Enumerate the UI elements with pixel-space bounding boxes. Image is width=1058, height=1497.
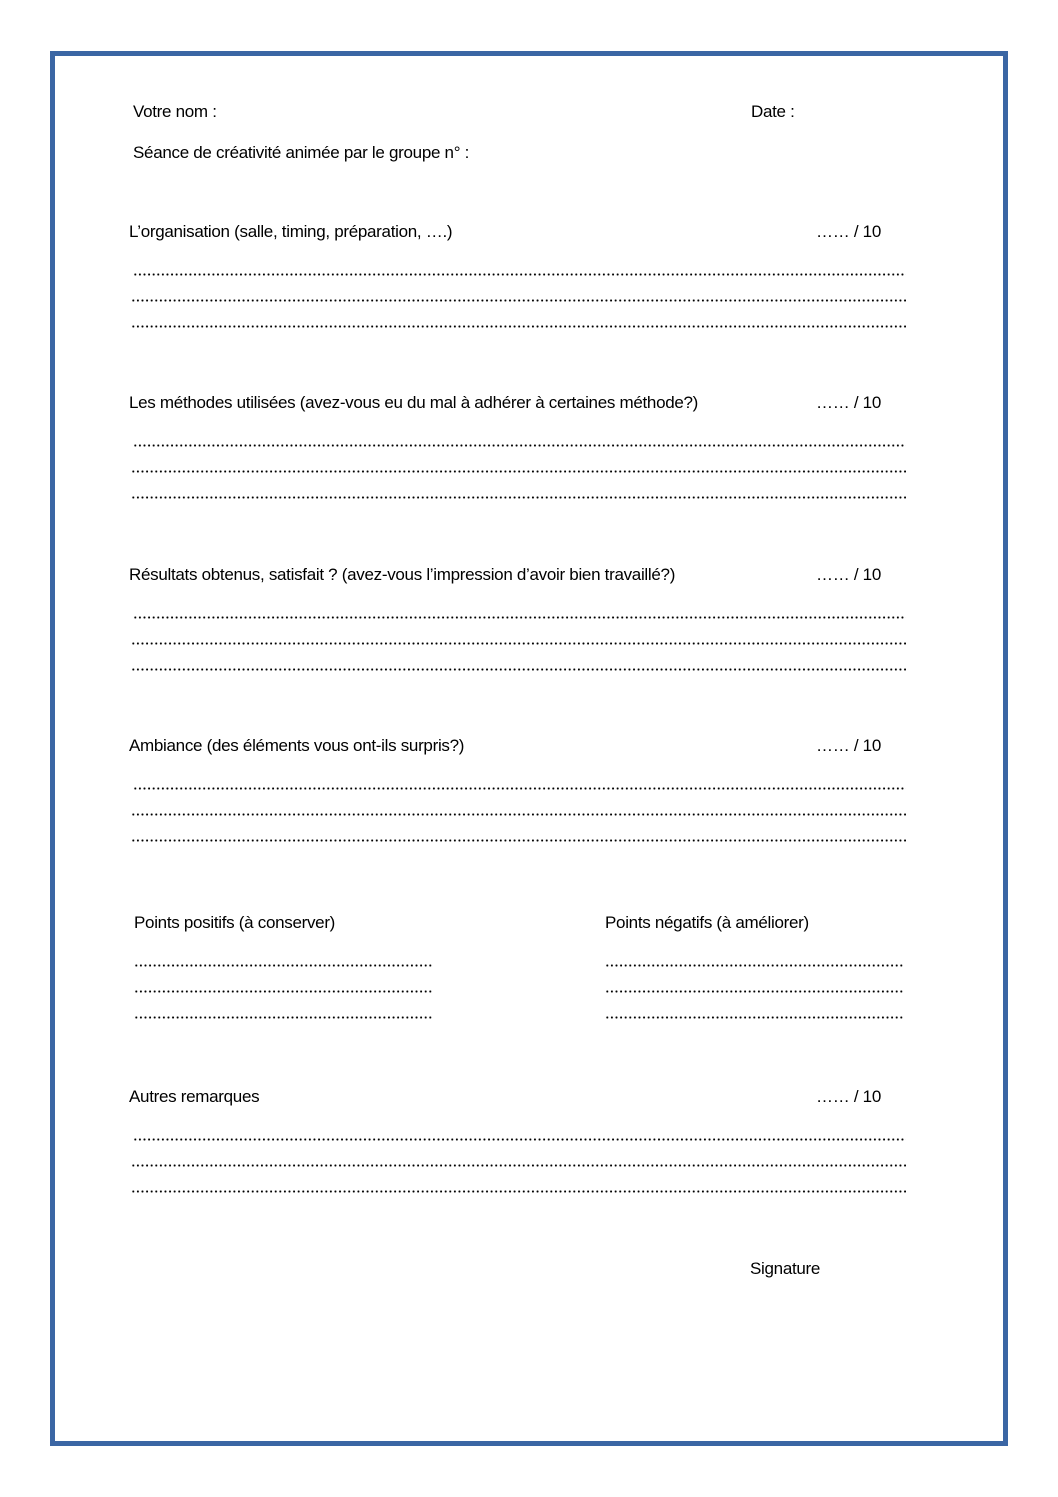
negative-points-title: Points négatifs (à améliorer) <box>605 913 809 932</box>
signature-label: Signature <box>750 1259 821 1278</box>
section-title: Résultats obtenus, satisfait ? (avez-vous l’impression d’avoir bien travaillé?) <box>129 565 676 584</box>
answer-line[interactable] <box>605 1016 903 1019</box>
answer-line[interactable] <box>131 325 906 328</box>
score-field[interactable]: …… / 10 <box>816 1087 881 1106</box>
score-field[interactable]: …… / 10 <box>816 736 881 755</box>
answer-line[interactable] <box>131 839 906 842</box>
answer-line[interactable] <box>133 616 906 619</box>
name-label: Votre nom : <box>133 102 217 121</box>
answer-line[interactable] <box>133 787 906 790</box>
answer-line[interactable] <box>133 1138 906 1141</box>
section-title: Ambiance (des éléments vous ont-ils surpris?) <box>129 736 465 755</box>
score-field[interactable]: …… / 10 <box>816 393 881 412</box>
score-field[interactable]: …… / 10 <box>816 222 881 241</box>
answer-line[interactable] <box>131 470 906 473</box>
positive-points-title: Points positifs (à conserver) <box>134 913 336 932</box>
answer-line[interactable] <box>133 444 906 447</box>
answer-line[interactable] <box>131 813 906 816</box>
answer-line[interactable] <box>131 642 906 645</box>
answer-line[interactable] <box>605 964 903 967</box>
answer-line[interactable] <box>131 1164 906 1167</box>
section-title: Les méthodes utilisées (avez-vous eu du mal à adhérer à certaines méthode?) <box>129 393 699 412</box>
answer-line[interactable] <box>605 990 903 993</box>
session-group-label: Séance de créativité animée par le groupe n° : <box>133 143 470 162</box>
answer-line[interactable] <box>131 668 906 671</box>
answer-line[interactable] <box>131 496 906 499</box>
date-label: Date : <box>751 102 795 121</box>
answer-line[interactable] <box>134 990 432 993</box>
score-field[interactable]: …… / 10 <box>816 565 881 584</box>
other-remarks-title: Autres remarques <box>129 1087 260 1106</box>
answer-line[interactable] <box>134 964 432 967</box>
section-title: L’organisation (salle, timing, préparation, ….) <box>129 222 453 241</box>
answer-line[interactable] <box>131 1190 906 1193</box>
answer-line[interactable] <box>131 299 906 302</box>
answer-line[interactable] <box>134 1016 432 1019</box>
answer-line[interactable] <box>133 273 906 276</box>
